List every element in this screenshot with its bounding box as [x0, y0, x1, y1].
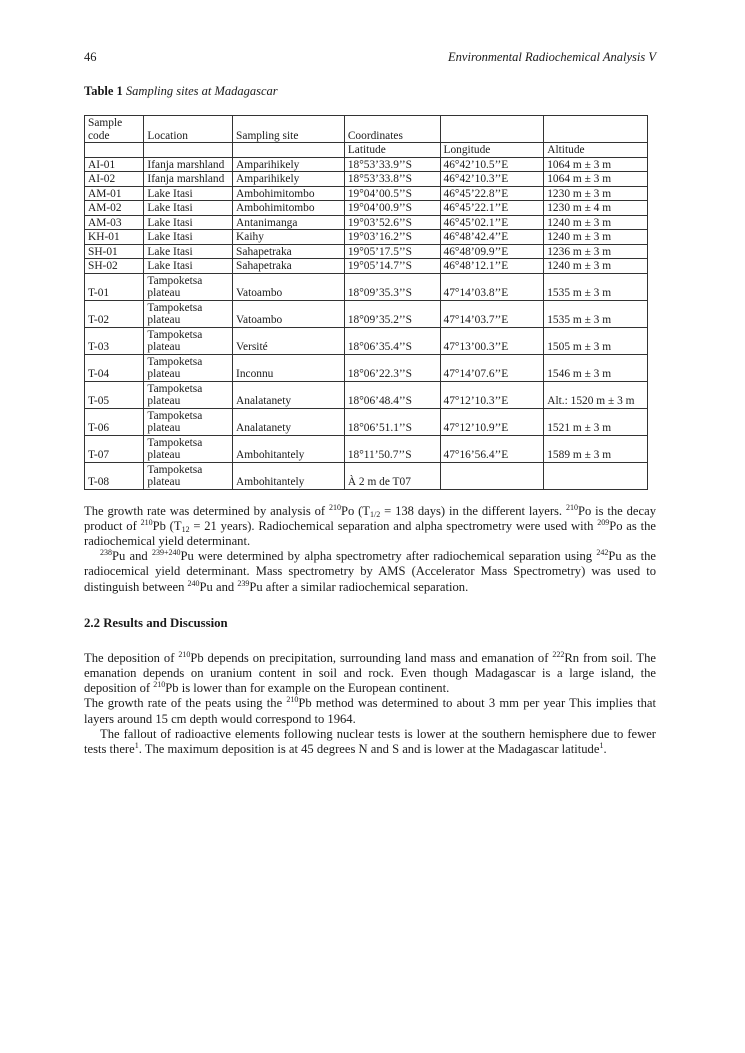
- table-row: [85, 327, 648, 354]
- cell-sample-code: T-07: [85, 435, 144, 462]
- paragraph-pb210-deposition: The deposition of $^{210}$Pb depends on precipitation, surrounding land mass and emanation of $^{222}$Rn from soil. The emanation depends on uranium content in soil and rock. Even though Madagascar is a large island, the deposition of $^{210}$Pb is lower than for example on the European continent.: [84, 649, 656, 696]
- table-body: [85, 116, 648, 490]
- table-caption-text: Sampling sites at Madagascar: [125, 84, 278, 98]
- table-row: [85, 354, 648, 381]
- cell-altitude: 1064 m ± 3 m: [544, 157, 648, 172]
- cell-sampling-site: Ambohimitombo: [233, 201, 345, 216]
- cell-longitude: 47°16’56.4’’E: [440, 435, 544, 462]
- cell-altitude: 1240 m ± 3 m: [544, 215, 648, 230]
- cell-altitude: 1230 m ± 3 m: [544, 186, 648, 201]
- cell-location: Tampoketsa plateau: [144, 300, 233, 327]
- cell-latitude: 19°03’52.6’’S: [344, 215, 440, 230]
- cell-altitude: 1064 m ± 3 m: [544, 172, 648, 187]
- cell-sample-code: AI-02: [85, 172, 144, 187]
- cell-sample-code: SH-02: [85, 259, 144, 274]
- table-label: Table 1: [84, 84, 123, 98]
- methods-text: [84, 504, 656, 595]
- table-row: [85, 259, 648, 274]
- cell-longitude: 46°48’12.1’’E: [440, 259, 544, 274]
- table-row: [85, 201, 648, 216]
- cell-altitude: 1521 m ± 3 m: [544, 408, 648, 435]
- cell-sampling-site: Ambohitantely: [233, 435, 345, 462]
- cell-location: Lake Itasi: [144, 201, 233, 216]
- cell-latitude: 18°06’22.3’’S: [344, 354, 440, 381]
- cell-sample-code: T-02: [85, 300, 144, 327]
- cell-latitude: 19°05’14.7’’S: [344, 259, 440, 274]
- cell-location: Tampoketsa plateau: [144, 273, 233, 300]
- cell-sample-code: KH-01: [85, 230, 144, 245]
- cell-altitude: Altitude: [544, 143, 648, 158]
- cell-altitude: Alt.: 1520 m ± 3 m: [544, 381, 648, 408]
- cell-altitude: 1535 m ± 3 m: [544, 273, 648, 300]
- cell-sample-code: AM-01: [85, 186, 144, 201]
- table-row: [85, 172, 648, 187]
- cell-altitude: 1230 m ± 4 m: [544, 201, 648, 216]
- cell-longitude: 46°45’02.1’’E: [440, 215, 544, 230]
- cell-altitude: 1546 m ± 3 m: [544, 354, 648, 381]
- cell-location: Lake Itasi: [144, 244, 233, 259]
- table-row: [85, 157, 648, 172]
- cell-longitude: 46°45’22.1’’E: [440, 201, 544, 216]
- cell-altitude: 1240 m ± 3 m: [544, 230, 648, 245]
- cell-altitude: 1236 m ± 3 m: [544, 244, 648, 259]
- cell-latitude: 18°06’51.1’’S: [344, 408, 440, 435]
- cell-sampling-site: Vatoambo: [233, 273, 345, 300]
- paragraph-fallout: The fallout of radioactive elements following nuclear tests is lower at the southern hemisphere due to fewer tests there$^1$. The maximum deposition is at 45 degrees N and S and is lower at the Madagascar latitude$^1$.: [84, 726, 656, 756]
- cell-sample-code: AI-01: [85, 157, 144, 172]
- table-row: [85, 300, 648, 327]
- cell-sample-code: [85, 143, 144, 158]
- cell-sampling-site: Analatanety: [233, 381, 345, 408]
- cell-sample-code: AM-03: [85, 215, 144, 230]
- cell-location: Ifanja marshland: [144, 172, 233, 187]
- cell-longitude: 47°14’07.6’’E: [440, 354, 544, 381]
- cell-longitude: Longitude: [440, 143, 544, 158]
- cell-location: Lake Itasi: [144, 186, 233, 201]
- section-heading: 2.2 Results and Discussion: [84, 615, 228, 630]
- cell-latitude: 18°11’50.7’’S: [344, 435, 440, 462]
- cell-location: Tampoketsa plateau: [144, 462, 233, 489]
- cell-location: Lake Itasi: [144, 230, 233, 245]
- cell-sampling-site: [233, 143, 345, 158]
- cell-location: Tampoketsa plateau: [144, 435, 233, 462]
- table-row: [85, 273, 648, 300]
- cell-sample-code: Sample code: [85, 116, 144, 143]
- cell-latitude: 18°53’33.9’’S: [344, 157, 440, 172]
- cell-altitude: [544, 116, 648, 143]
- cell-longitude: 47°12’10.9’’E: [440, 408, 544, 435]
- cell-sample-code: AM-02: [85, 201, 144, 216]
- table-header-row: [85, 116, 648, 143]
- cell-sampling-site: Ambohitantely: [233, 462, 345, 489]
- cell-sampling-site: Amparihikely: [233, 172, 345, 187]
- cell-longitude: 46°48’42.4’’E: [440, 230, 544, 245]
- cell-sampling-site: Analatanety: [233, 408, 345, 435]
- table-row: [85, 435, 648, 462]
- cell-location: Tampoketsa plateau: [144, 327, 233, 354]
- sampling-sites-table: [84, 115, 648, 490]
- table-row: [85, 462, 648, 489]
- cell-sampling-site: Sahapetraka: [233, 244, 345, 259]
- cell-location: Tampoketsa plateau: [144, 408, 233, 435]
- cell-location: Lake Itasi: [144, 259, 233, 274]
- cell-longitude: 46°48’09.9’’E: [440, 244, 544, 259]
- cell-sample-code: T-05: [85, 381, 144, 408]
- cell-latitude: 18°09’35.2’’S: [344, 300, 440, 327]
- cell-sampling-site: Sahapetraka: [233, 259, 345, 274]
- cell-sampling-site: Ambohimitombo: [233, 186, 345, 201]
- cell-latitude: Coordinates: [344, 116, 440, 143]
- paragraph-pu-method: $^{238}$Pu and $^{239+240}$Pu were determined by alpha spectrometry after radiochemical separation using $^{242}$Pu as the radiocemical yield determinant. Mass spectrometry by AMS (Accelerator Mass Spectrometry) was used to distinguish between $^{240}$Pu and $^{239}$Pu after a similar radiochemical separation.: [84, 548, 656, 594]
- cell-sampling-site: Inconnu: [233, 354, 345, 381]
- cell-sampling-site: Kaihy: [233, 230, 345, 245]
- cell-latitude: 19°04’00.5’’S: [344, 186, 440, 201]
- cell-latitude: 18°09’35.3’’S: [344, 273, 440, 300]
- cell-altitude: 1589 m ± 3 m: [544, 435, 648, 462]
- cell-latitude: 19°03’16.2’’S: [344, 230, 440, 245]
- table-row: [85, 186, 648, 201]
- cell-longitude: [440, 462, 544, 489]
- cell-latitude: Latitude: [344, 143, 440, 158]
- cell-location: Location: [144, 116, 233, 143]
- cell-location: [144, 143, 233, 158]
- cell-latitude: 18°06’35.4’’S: [344, 327, 440, 354]
- table-row: [85, 408, 648, 435]
- cell-latitude: 18°53’33.8’’S: [344, 172, 440, 187]
- cell-altitude: 1505 m ± 3 m: [544, 327, 648, 354]
- cell-longitude: 46°42’10.5’’E: [440, 157, 544, 172]
- table-subheader-row: [85, 143, 648, 158]
- cell-sample-code: T-08: [85, 462, 144, 489]
- cell-sample-code: T-06: [85, 408, 144, 435]
- cell-latitude: 19°05’17.5’’S: [344, 244, 440, 259]
- table-row: [85, 215, 648, 230]
- cell-altitude: 1240 m ± 3 m: [544, 259, 648, 274]
- cell-latitude: 18°06’48.4’’S: [344, 381, 440, 408]
- cell-sample-code: T-01: [85, 273, 144, 300]
- cell-location: Lake Itasi: [144, 215, 233, 230]
- page: [84, 50, 656, 757]
- page-number: 46: [84, 50, 97, 64]
- cell-location: Tampoketsa plateau: [144, 381, 233, 408]
- cell-sample-code: T-03: [85, 327, 144, 354]
- cell-sample-code: T-04: [85, 354, 144, 381]
- cell-longitude: 46°45’22.8’’E: [440, 186, 544, 201]
- cell-longitude: 47°14’03.7’’E: [440, 300, 544, 327]
- cell-latitude: 19°04’00.9’’S: [344, 201, 440, 216]
- table-caption: [84, 84, 656, 99]
- cell-sample-code: SH-01: [85, 244, 144, 259]
- table-row: [85, 230, 648, 245]
- cell-longitude: 47°12’10.3’’E: [440, 381, 544, 408]
- paragraph-growth-rate: The growth rate of the peats using the $^{210}$Pb method was determined to about 3 mm per year This implies that layers around 15 cm depth would correspond to 1964.: [84, 695, 656, 726]
- cell-longitude: 47°13’00.3’’E: [440, 327, 544, 354]
- paragraph-po210-method: The growth rate was determined by analysis of $^{210}$Po ($T_{1/2} = 138$ days) in the different layers. $^{210}$Po is the decay product of $^{210}$Pb ($T_{12} = 21$ years). Radiochemical separation and alpha spectrometry were used with $^{209}$Po as the radiochemical yield determinant.: [84, 502, 656, 548]
- running-head: [84, 50, 656, 68]
- cell-sampling-site: Sampling site: [233, 116, 345, 143]
- journal-title: Environmental Radiochemical Analysis V: [448, 50, 656, 64]
- cell-sampling-site: Vatoambo: [233, 300, 345, 327]
- table-row: [85, 381, 648, 408]
- results-text: [84, 651, 656, 757]
- cell-longitude: 46°42’10.3’’E: [440, 172, 544, 187]
- table-row: [85, 244, 648, 259]
- cell-longitude: [440, 116, 544, 143]
- cell-latitude: À 2 m de T07: [344, 462, 440, 489]
- cell-altitude: [544, 462, 648, 489]
- cell-location: Ifanja marshland: [144, 157, 233, 172]
- cell-sampling-site: Antanimanga: [233, 215, 345, 230]
- cell-altitude: 1535 m ± 3 m: [544, 300, 648, 327]
- cell-sampling-site: Amparihikely: [233, 157, 345, 172]
- cell-longitude: 47°14’03.8’’E: [440, 273, 544, 300]
- cell-sampling-site: Versité: [233, 327, 345, 354]
- cell-location: Tampoketsa plateau: [144, 354, 233, 381]
